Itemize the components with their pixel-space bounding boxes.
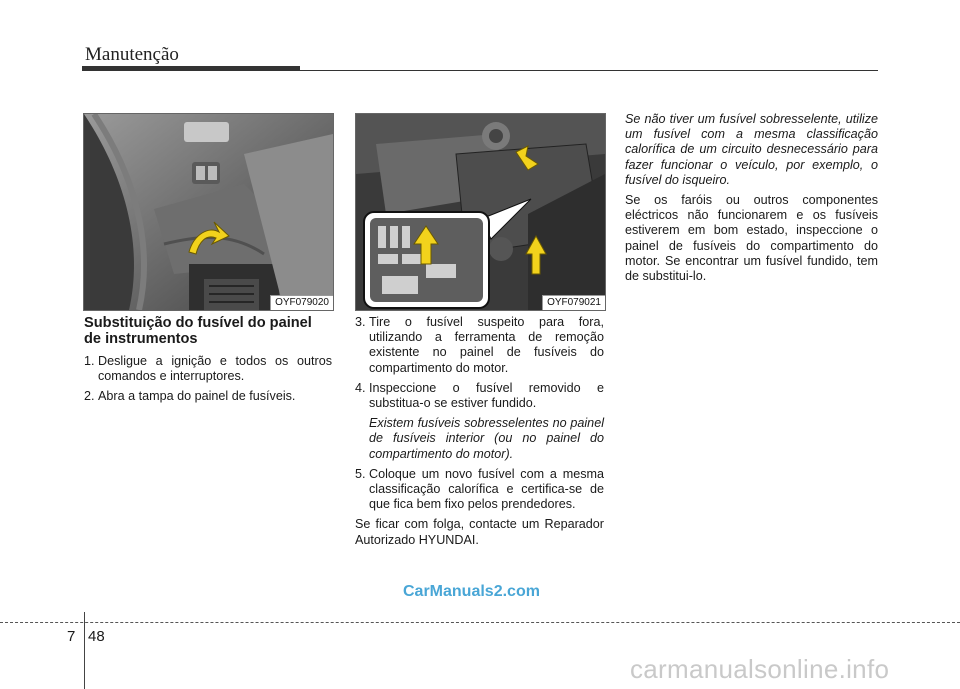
list-item <box>355 381 604 411</box>
column-1 <box>84 315 332 410</box>
item-text: Abra a tampa do painel de fusíveis. <box>98 389 296 404</box>
photo-caption: OYF079020 <box>270 295 333 310</box>
engine-compartment-illustration <box>356 114 605 310</box>
column-2 <box>355 315 604 553</box>
item-number: 3. <box>355 315 366 329</box>
item-text: Inspeccione o fusível removido e substitua-o se estiver fundido. <box>369 380 604 411</box>
chapter-number: 7 <box>67 628 76 645</box>
item-number: 5. <box>355 466 366 481</box>
spare-fuse-note: Existem fusíveis sobresselentes no painel de fusíveis interior (ou no painel do compartimento do motor). <box>369 416 604 461</box>
item-text: Desligue a ignição e todos os outros comandos e interruptores. <box>98 354 332 384</box>
instrument-panel-illustration <box>84 114 333 310</box>
header-rule-thick <box>82 66 300 71</box>
list-item <box>355 315 604 376</box>
footer-vertical-rule <box>84 612 85 689</box>
watermark-link[interactable]: CarManuals2.com <box>403 583 540 600</box>
item-text: Tire o fusível suspeito para fora, utilizando a ferramenta de remoção existente no painel de fusíveis do compartimento do motor. <box>369 315 604 375</box>
photo-instrument-panel <box>83 113 334 311</box>
header-title: Manutenção <box>85 44 179 65</box>
section-heading: Substituição do fusível do painel de instrumentos <box>84 315 312 347</box>
item-number: 1. <box>84 354 95 368</box>
photo-caption: OYF079021 <box>542 295 605 310</box>
item-number: 4. <box>355 380 366 395</box>
inspection-paragraph: Se os faróis ou outros componentes eléctricos não funcionarem e os fusíveis estiverem em bom estado, inspeccione o painel de fusíveis do compartimento do motor. Se encontrar um fusível fundido, tem de substitui-lo. <box>625 193 878 284</box>
photo-engine-compartment <box>355 113 606 311</box>
header-rule-thin <box>300 70 878 71</box>
footer-site-watermark[interactable]: carmanualsonline.info <box>630 654 890 684</box>
list-item <box>84 354 332 384</box>
no-spare-fuse-paragraph: Se não tiver um fusível sobresselente, utilize um fusível com a mesma classificação calorífica de um circuito desnecessário para fazer funcionar o veículo, por exemplo, o fusível do isqueiro. <box>625 112 878 187</box>
column-3 <box>625 112 878 289</box>
footer-dotted-rule <box>0 622 960 623</box>
list-item <box>84 389 332 404</box>
item-number: 2. <box>84 389 95 404</box>
list-item <box>355 467 604 513</box>
page-number: 48 <box>88 628 105 645</box>
item-text: Coloque um novo fusível com a mesma classificação calorífica e certifica-se de que fica bem fixo pelos prendedores. <box>369 466 604 512</box>
closing-paragraph: Se ficar com folga, contacte um Reparador Autorizado HYUNDAI. <box>355 517 604 547</box>
